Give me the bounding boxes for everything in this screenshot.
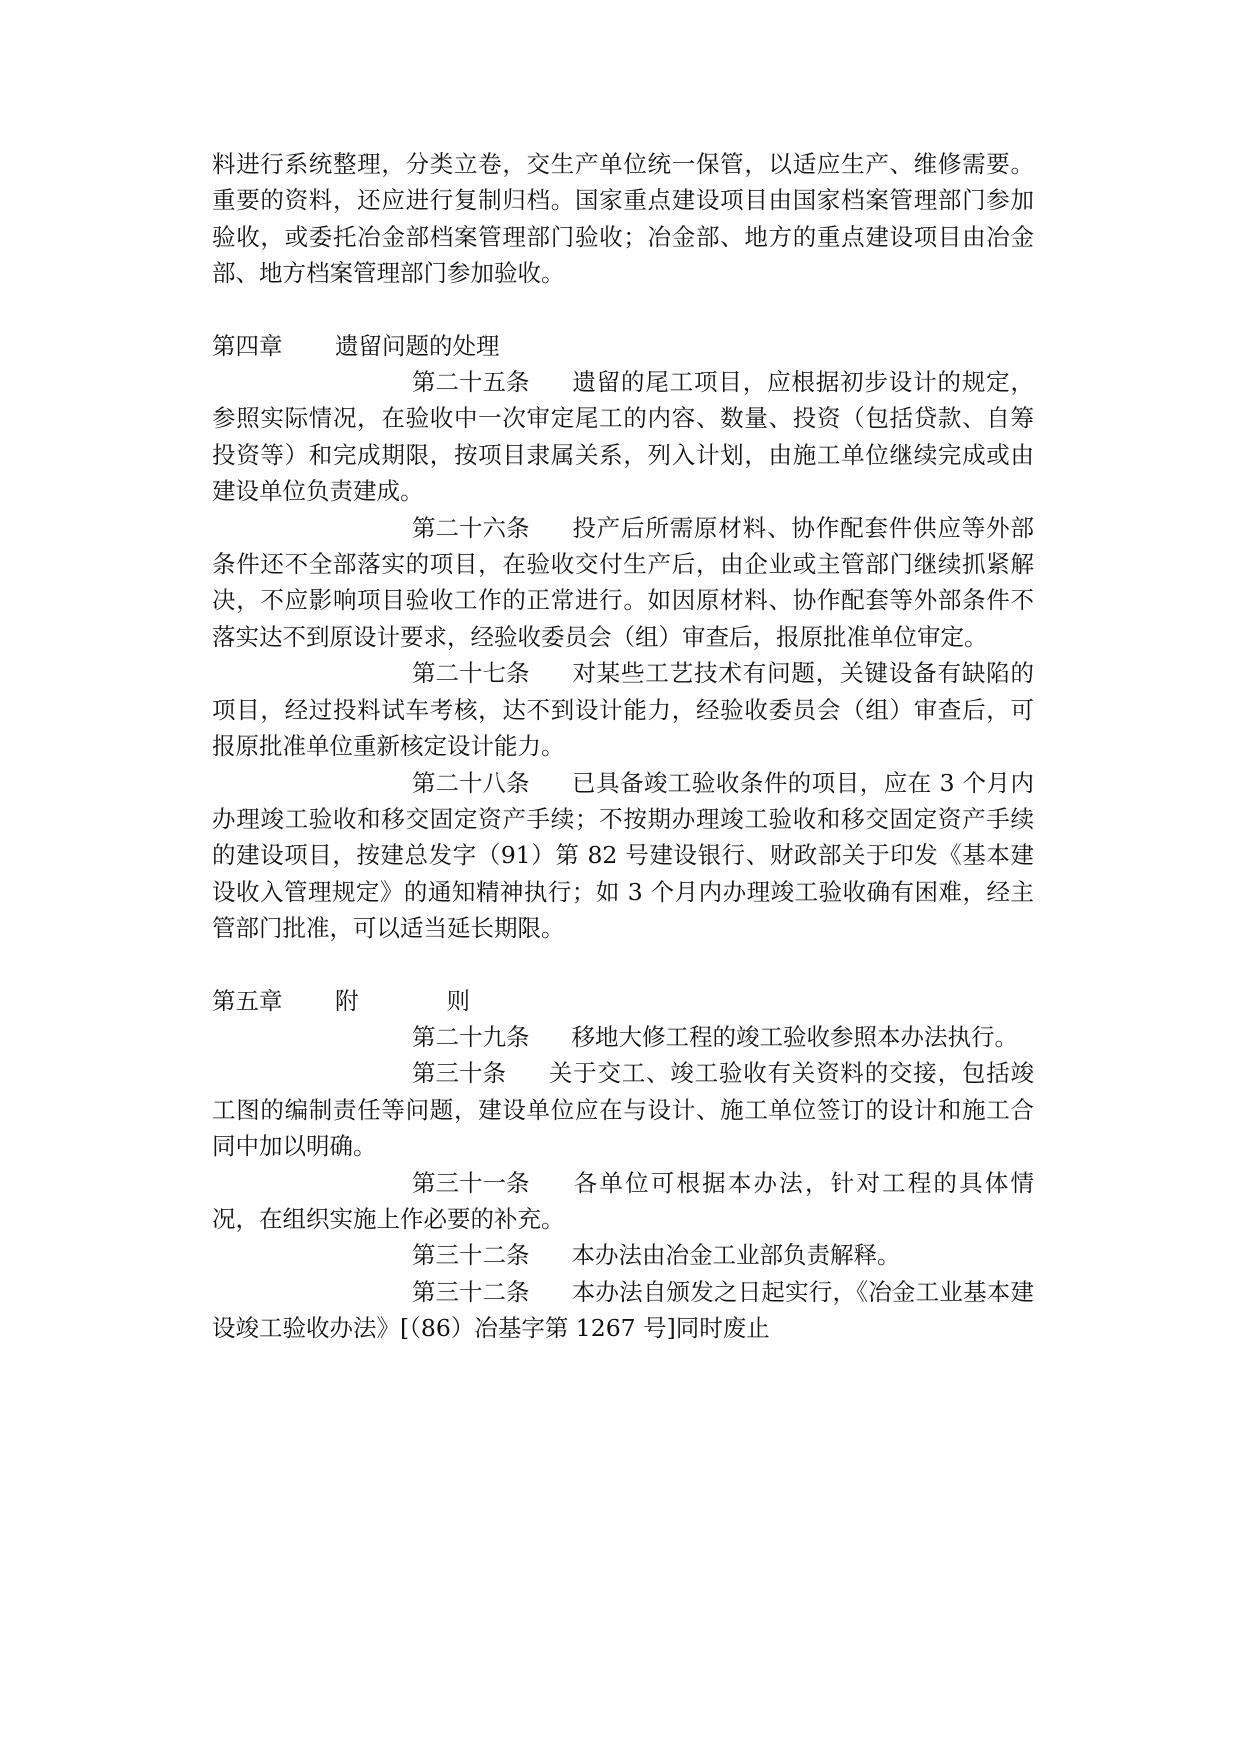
article: [212, 364, 1034, 510]
article-text: 已具备竣工验收条件的项目，应在 3 个月内办理竣工验收和移交固定资产手续；不按期办理竣工验收和移交固定资产手续的建设项目，按建总发字（91）第 82 号建设银行、财政部关于印发《基本建设收入管理规定》的通知精神执行；如 3 个月内办理竣工验收确有困难，经主管部门批准，可以适当延长期限。: [212, 768, 1034, 943]
article-text: 本办法自颁发之日起实行，《冶金工业基本建设竣工验收办法》[（86）冶基字第 1267 号]同时废止: [212, 1277, 1034, 1343]
article-text: 对某些工艺技术有问题，关键设备有缺陷的项目，经过投料试车考核，达不到设计能力，经验收委员会（组）审查后，可报原批准单位重新核定设计能力。: [212, 659, 1034, 761]
chapter-title-part2: 则: [446, 986, 470, 1015]
article-text: 投产后所需原材料、协作配套件供应等外部条件还不全部落实的项目，在验收交付生产后，由企业或主管部门继续抓紧解决，不应影响项目验收工作的正常进行。如因原材料、协作配套等外部条件不落实达不到原设计要求，经验收委员会（组）审查后，报原批准单位审定。: [212, 513, 1034, 651]
article-number: 第二十七条: [412, 659, 530, 688]
chapter-heading-4: [212, 328, 1034, 364]
article-number: 第二十九条: [412, 1022, 530, 1051]
section-gap: [212, 947, 1034, 983]
opening-paragraph: 料进行系统整理，分类立卷，交生产单位统一保管，以适应生产、维修需要。重要的资料，还应进行复制归档。国家重点建设项目由国家档案管理部门参加验收，或委托冶金部档案管理部门验收；冶金部、地方的重点建设项目由冶金部、地方档案管理部门参加验收。: [212, 150, 1034, 288]
article: [212, 655, 1034, 764]
chapter-number: 第四章: [212, 331, 283, 360]
article-number: 第二十六条: [412, 513, 530, 542]
article: [212, 510, 1034, 656]
document-page: [212, 146, 1034, 1347]
article-number: 第三十二条: [412, 1241, 530, 1270]
article: [212, 765, 1034, 947]
article-number: 第三十一条: [412, 1168, 530, 1197]
chapter-heading-5: [212, 983, 1034, 1019]
section-gap: [212, 292, 1034, 328]
article-text: 本办法由冶金工业部负责解释。: [571, 1241, 901, 1270]
chapter-title-part1: 附: [335, 986, 359, 1015]
article: [212, 1165, 1034, 1238]
article-number: 第三十条: [412, 1059, 506, 1088]
chapter-title: 遗留问题的处理: [335, 331, 500, 360]
article-text: 各单位可根据本办法，针对工程的具体情况，在组织实施上作必要的补充。: [212, 1168, 1034, 1233]
article: [212, 1055, 1034, 1164]
article: [212, 1019, 1034, 1055]
article-number: 第二十五条: [412, 368, 530, 397]
article-number: 第二十八条: [412, 768, 530, 797]
article-number: 第三十二条: [412, 1277, 530, 1306]
article-text: 移地大修工程的竣工验收参照本办法执行。: [571, 1022, 1018, 1051]
article-text: 关于交工、竣工验收有关资料的交接，包括竣工图的编制责任等问题，建设单位应在与设计、施工单位签订的设计和施工合同中加以明确。: [212, 1059, 1034, 1161]
article-text: 遗留的尾工项目，应根据初步设计的规定，参照实际情况，在验收中一次审定尾工的内容、数量、投资（包括贷款、自筹投资等）和完成期限，按项目隶属关系，列入计划，由施工单位继续完成或由建设单位负责建成。: [212, 368, 1034, 506]
article: [212, 1237, 1034, 1273]
article: [212, 1274, 1034, 1347]
chapter-number: 第五章: [212, 986, 283, 1015]
